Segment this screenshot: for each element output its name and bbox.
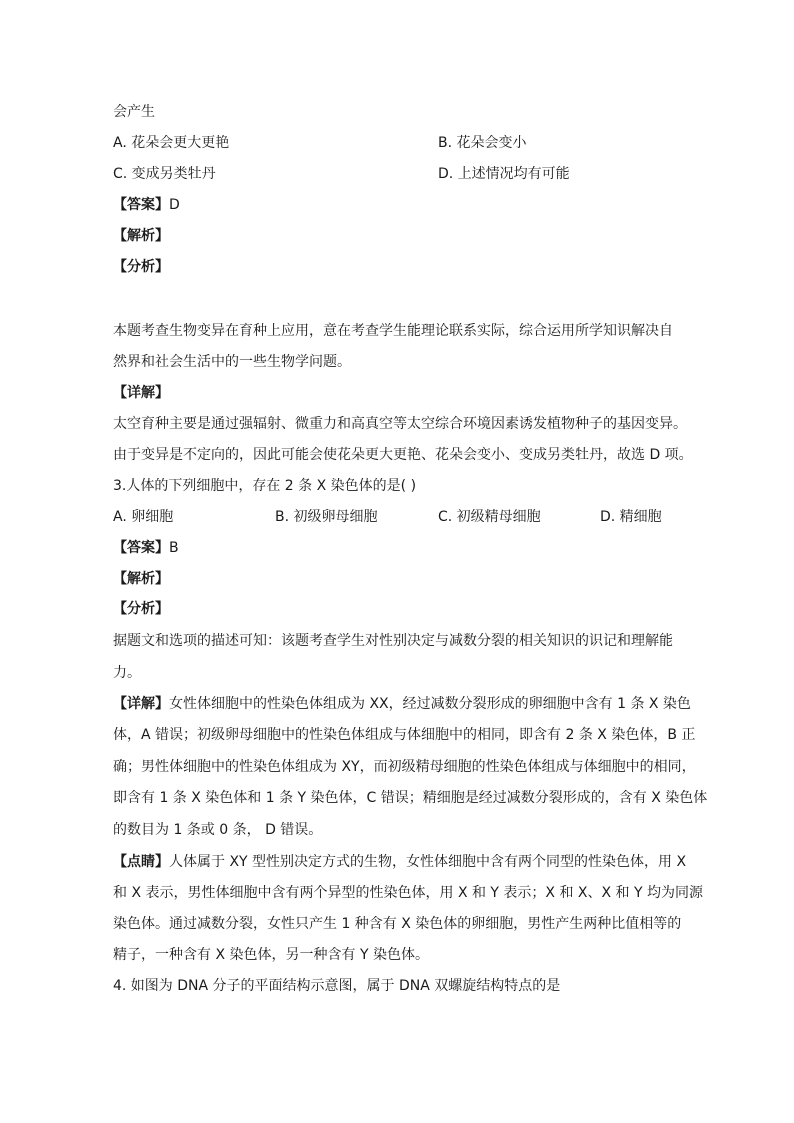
q2-answer-value: D (169, 197, 180, 213)
q3-answer-value: B (169, 540, 179, 556)
q3-point-line-2: 和 X 表示，男性体细胞中含有两个异型的性染色体，用 X 和 Y 表示；X 和 X、X 和 Y 均为同源 (113, 885, 704, 901)
q3-detail-line-4: 即含有 1 条 X 染色体和 1 条 Y 染色体，C 错误；精细胞是经过减数分裂形成的，含有 X 染色体 (113, 790, 708, 806)
q2-analysis-line-1: 本题考查生物变异在育种上应用，意在考查学生能理论联系实际，综合运用所学知识解决自 (113, 323, 673, 339)
q2-detail-label: 【详解】 (113, 385, 169, 401)
q2-option-b: B. 花朵会变小 (438, 135, 527, 151)
q2-stem-tail: 会产生 (113, 104, 155, 120)
q3-answer-label: 【答案】 (113, 540, 169, 556)
q3-point-label: 【点睛】 (113, 854, 169, 870)
q3-fenxi-label: 【分析】 (113, 601, 169, 617)
q2-option-d: D. 上述情况均有可能 (438, 166, 570, 182)
q3-option-a: A. 卵细胞 (113, 509, 174, 525)
q3-jiexi-label: 【解析】 (113, 571, 169, 587)
q3-analysis-line-2: 力。 (113, 665, 141, 681)
q3-point-first-line (113, 852, 686, 872)
q3-detail-line-3: 确；男性体细胞中的性染色体组成为 XY，而初级精母细胞的性染色体组成与体细胞中的相同， (113, 759, 696, 775)
q4-stem: 4. 如图为 DNA 分子的平面结构示意图，属于 DNA 双螺旋结构特点的是 (113, 978, 561, 994)
q3-analysis-line-1: 据题文和选项的描述可知：该题考查学生对性别决定与减数分裂的相关知识的识记和理解能 (113, 633, 673, 649)
q2-analysis-line-2: 然界和社会生活中的一些生物学问题。 (113, 354, 351, 370)
q3-detail-first-text: 女性体细胞中的性染色体组成为 XX，经过减数分裂形成的卵细胞中含有 1 条 X 染色 (169, 696, 691, 712)
q2-detail-line-2: 由于变异是不定向的，因此可能会使花朵更大更艳、花朵会变小、变成另类牡丹，故选 D 项。 (113, 447, 693, 463)
q3-stem: 3.人体的下列细胞中，存在 2 条 X 染色体的是( ) (113, 478, 417, 494)
q3-detail-line-5: 的数目为 1 条或 0 条， D 错误。 (113, 822, 323, 838)
q3-detail-label: 【详解】 (113, 696, 169, 712)
q2-detail-line-1: 太空育种主要是通过强辐射、微重力和高真空等太空综合环境因素诱发植物种子的基因变异。 (113, 416, 687, 432)
q3-option-b: B. 初级卵母细胞 (275, 509, 378, 525)
q2-fenxi-label: 【分析】 (113, 259, 169, 275)
q3-point-line-3: 染色体。通过减数分裂，女性只产生 1 种含有 X 染色体的卵细胞，男性产生两种比值相等的 (113, 916, 682, 932)
q2-option-c: C. 变成另类牡丹 (113, 166, 216, 182)
q3-detail-first-line (113, 694, 691, 714)
q3-point-line-4: 精子，一种含有 X 染色体，另一种含有 Y 染色体。 (113, 947, 429, 963)
q3-option-c: C. 初级精母细胞 (438, 509, 541, 525)
q3-point-first-text: 人体属于 XY 型性别决定方式的生物，女性体细胞中含有两个同型的性染色体，用 X (169, 854, 687, 870)
q3-detail-line-2: 体，A 错误；初级卵母细胞中的性染色体组成与体细胞中的相同，即含有 2 条 X 染色体，B 正 (113, 727, 696, 743)
q3-answer (113, 538, 179, 558)
q2-option-a: A. 花朵会更大更艳 (113, 135, 230, 151)
q2-answer (113, 195, 180, 215)
q2-answer-label: 【答案】 (113, 197, 169, 213)
q3-option-d: D. 精细胞 (600, 509, 662, 525)
q2-jiexi-label: 【解析】 (113, 228, 169, 244)
